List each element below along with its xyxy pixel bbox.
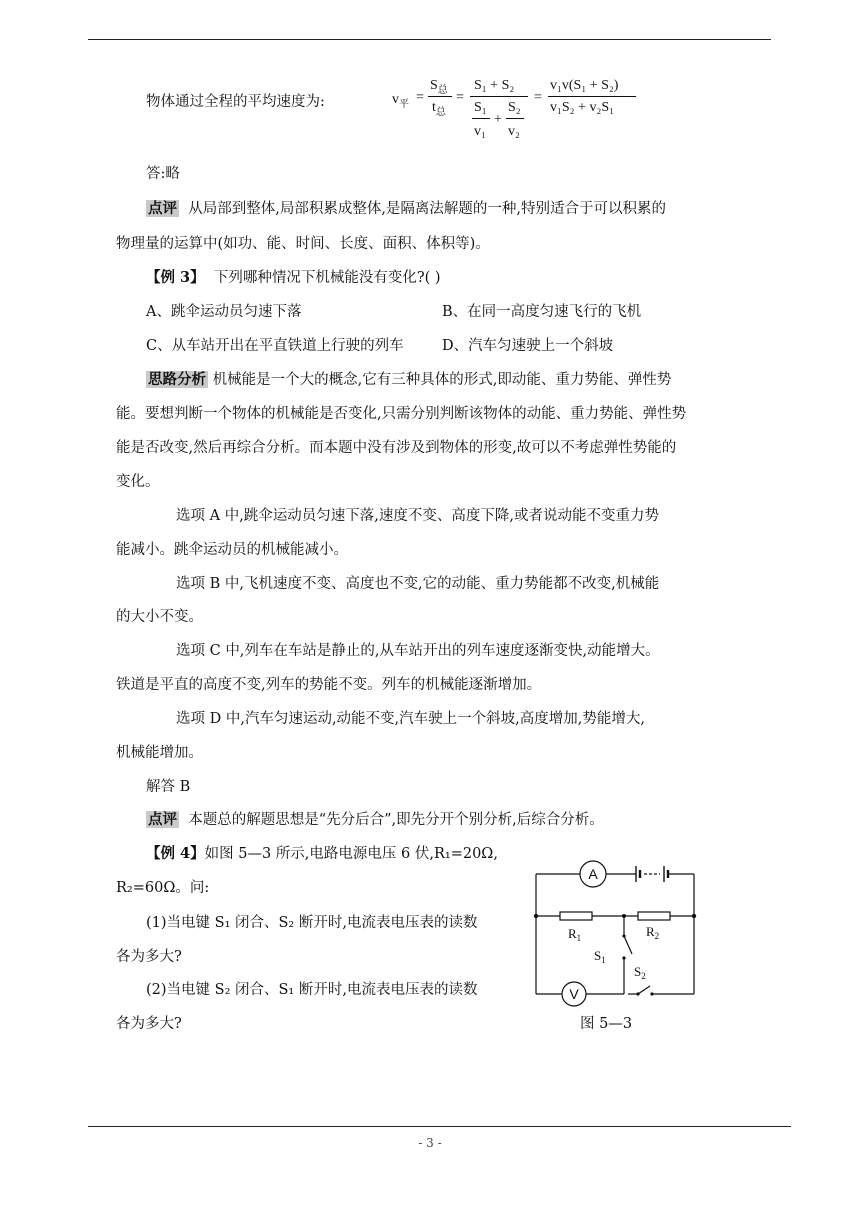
analysis-line-1 <box>146 370 671 390</box>
s2-label: $S_2$ <box>634 964 646 981</box>
frac3-bar <box>548 96 636 97</box>
analysis-line-3: 能是否改变,然后再综合分析。而本题中没有涉及到物体的形变,故可以不考虑弹性势能的 <box>116 440 677 456</box>
header-rule <box>88 39 771 40</box>
example-4-text: 如图 5—3 所示,电路电源电压 6 伏,R₁=20Ω, <box>204 846 498 862</box>
frac2-den-a-bar <box>472 118 490 119</box>
comment-1-text: 从局部到整体,局部积累成整体,是隔离法解题的一种,特别适合于可以积累的 <box>188 201 667 217</box>
resistor-r1 <box>560 912 592 920</box>
frac1-bar <box>428 96 452 97</box>
r1-label: $R_1$ <box>568 926 582 943</box>
figure-caption: 图 5—3 <box>580 1016 633 1032</box>
page-number: - 3 - <box>418 1136 442 1150</box>
example-3-question <box>146 268 441 288</box>
analysis-b-2: 的大小不变。 <box>116 609 203 625</box>
example-4-line-2: R₂=60Ω。问: <box>116 880 210 896</box>
option-d: D、汽车匀速驶上一个斜坡 <box>442 338 614 354</box>
analysis-b-1: 选项 B 中,飞机速度不变、高度也不变,它的动能、重力势能都不改变,机械能 <box>176 576 660 592</box>
frac2-numerator: S₁ + S₂ <box>474 78 515 93</box>
analysis-a-1: 选项 A 中,跳伞运动员匀速下落,速度不变、高度下降,或者说动能不变重力势 <box>176 508 660 524</box>
question-1-line-1: (1)当电键 S₁ 闭合、S₂ 断开时,电流表电压表的读数 <box>146 915 478 931</box>
junction-middle <box>622 914 626 918</box>
analysis-tag: 思路分析 <box>148 371 206 388</box>
analysis-c-2: 铁道是平直的高度不变,列车的势能不变。列车的机械能逐渐增加。 <box>116 677 542 693</box>
circuit-diagram <box>528 860 700 1008</box>
frac2-den-plus: + <box>494 112 502 127</box>
question-2-line-2: 各为多大? <box>116 1016 182 1032</box>
voltmeter-label: V <box>569 986 579 1002</box>
example-3-text: 下列哪种情况下机械能没有变化?( ) <box>213 270 441 286</box>
comment-1-line-2: 物理量的运算中(如功、能、时间、长度、面积、体积等)。 <box>116 236 490 252</box>
frac2-den-b-den: v₂ <box>508 124 520 139</box>
frac1-denominator: $t_总$ <box>432 100 446 118</box>
question-2-line-1: (2)当电键 S₂ 闭合、S₁ 断开时,电流表电压表的读数 <box>146 982 478 998</box>
footer-rule <box>88 1126 791 1127</box>
option-b: B、在同一高度匀速飞行的飞机 <box>442 304 642 320</box>
frac2-den-a-den: v₁ <box>474 124 486 139</box>
analysis-line-2: 能。要想判断一个物体的机械能是否变化,只需分别判断该物体的动能、重力势能、弹性势 <box>116 406 687 422</box>
ammeter-label: A <box>588 866 598 882</box>
analysis-a-2: 能减小。跳伞运动员的机械能减小。 <box>116 542 348 558</box>
analysis-text-1: 机械能是一个大的概念,它有三种具体的形式,即动能、重力势能、弹性势 <box>212 372 672 388</box>
equals-2: = <box>456 90 464 105</box>
comment-1-line-1 <box>146 199 666 219</box>
frac2-den-a-num: S₁ <box>474 100 487 115</box>
frac1-numerator: $S_总$ <box>430 78 448 96</box>
answer-2: 解答 B <box>146 779 191 795</box>
comment-2-tag: 点评 <box>148 811 177 828</box>
v-avg-symbol: $v_平$ <box>392 92 409 110</box>
formula-label: 物体通过全程的平均速度为: <box>146 94 325 110</box>
frac3-numerator: v₁v(S₁ + S₂) <box>550 78 619 93</box>
frac2-den-b-bar <box>506 118 524 119</box>
option-a: A、跳伞运动员匀速下落 <box>146 304 302 320</box>
battery-symbol <box>636 866 668 882</box>
answer-1: 答:略 <box>146 166 180 182</box>
s1-contact-bottom <box>622 956 625 959</box>
analysis-d-1: 选项 D 中,汽车匀速运动,动能不变,汽车驶上一个斜坡,高度增加,势能增大, <box>176 711 645 727</box>
resistor-r2 <box>638 912 670 920</box>
frac2-bar <box>470 96 528 97</box>
analysis-c-1: 选项 C 中,列车在车站是静止的,从车站开出的列车速度逐渐变快,动能增大。 <box>176 643 660 659</box>
example-3-tag: 【例 3】 <box>146 269 205 286</box>
analysis-d-2: 机械能增加。 <box>116 745 203 761</box>
comment-2 <box>146 810 604 830</box>
s2-contact-left <box>636 992 639 995</box>
junction-right <box>692 914 696 918</box>
r2-label: $R_2$ <box>646 924 660 941</box>
option-c: C、从车站开出在平直铁道上行驶的列车 <box>146 338 404 354</box>
frac3-denominator: v₁S₂ + v₂S₁ <box>550 100 614 115</box>
average-velocity-formula <box>388 76 648 156</box>
s2-contact-right <box>650 992 653 995</box>
junction-left <box>534 914 538 918</box>
analysis-line-4: 变化。 <box>116 474 160 490</box>
example-4-line-1 <box>146 844 498 864</box>
equals-1: = <box>416 90 424 105</box>
s1-contact-top <box>622 934 625 937</box>
example-4-tag: 【例 4】 <box>146 845 205 862</box>
comment-2-text: 本题总的解题思想是“先分后合”,即先分开个别分析,后综合分析。 <box>188 812 604 828</box>
frac2-den-b-num: S₂ <box>508 100 521 115</box>
equals-3: = <box>534 90 542 105</box>
s1-label: $S_1$ <box>594 948 606 965</box>
comment-1-tag: 点评 <box>148 200 177 217</box>
question-1-line-2: 各为多大? <box>116 949 182 965</box>
